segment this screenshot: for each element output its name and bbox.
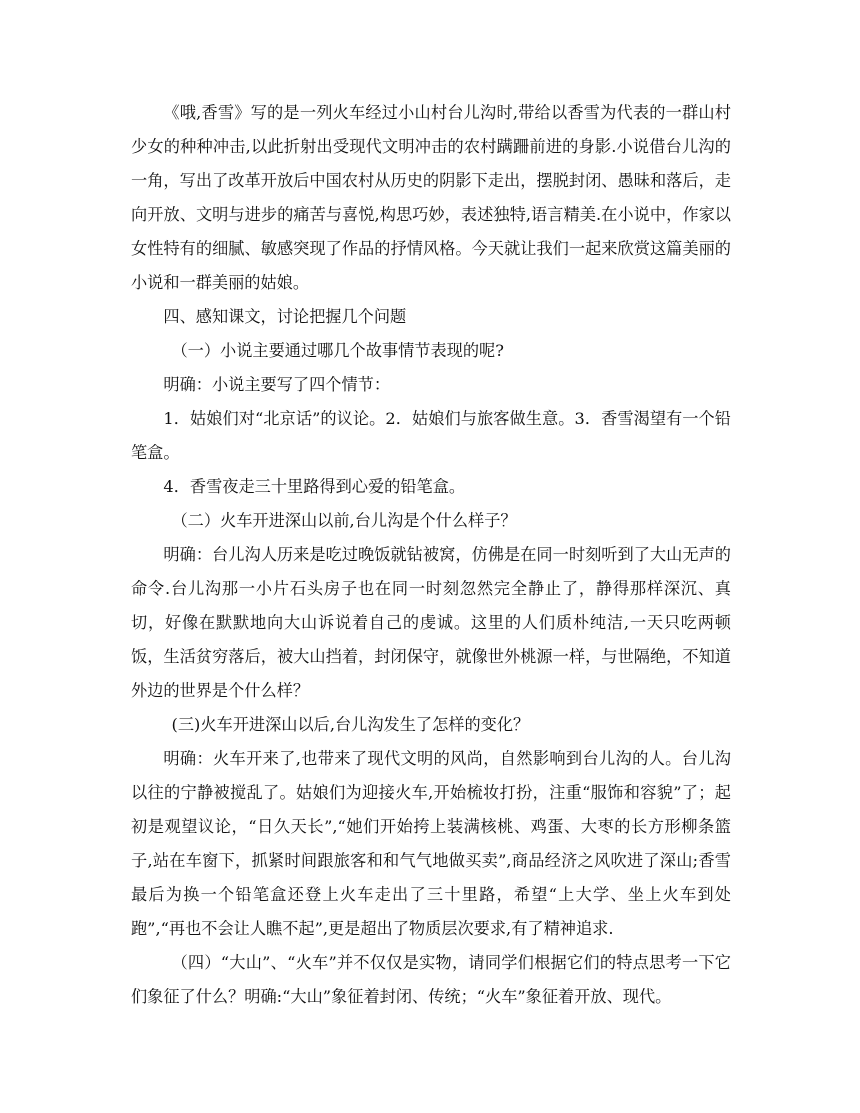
answer-2: 明确：台儿沟人历来是吃过晚饭就钻被窝，仿佛是在同一时刻听到了大山无声的命令.台儿沟那一小片石头房子也在同一时刻忽然完全静止了，静得那样深沉、真切，好像在默默地向大山诉说着自己的虔诚。这里的人们质朴纯洁,一天只吃两顿饭，生活贫穷落后，被大山挡着，封闭保守，就像世外桃源一样，与世隔绝，不知道外边的世界是个什么样？ xyxy=(131,545,731,700)
answer-3: 明确：火车开来了,也带来了现代文明的风尚，自然影响到台儿沟的人。台儿沟以往的宁静被搅乱了。姑娘们为迎接火车,开始梳妆打扮，注重“服饰和容貌”了；起初是观望议论，“日久天长”,“她们开始挎上装满核桃、鸡蛋、大枣的长方形柳条篮子,站在车窗下，抓紧时间跟旅客和和气气地做买卖”,商品经济之风吹进了深山;香雪最后为换一个铅笔盒还登上火车走出了三十里路，希望“上大学、坐上火车到处跑”,“再也不会让人瞧不起”,更是超出了物质层次要求,有了精神追求. xyxy=(131,749,731,938)
question-1: （一）小说主要通过哪几个故事情节表现的呢? xyxy=(171,341,504,360)
answer-1-item-4: 4．香雪夜走三十里路得到心爱的铅笔盒。 xyxy=(163,477,466,496)
question-3: (三)火车开进深山以后,台儿沟发生了怎样的变化？ xyxy=(171,715,530,734)
document-body xyxy=(131,96,731,1014)
section-heading: 四、感知课文，讨论把握几个问题 xyxy=(163,307,407,326)
answer-1-items: 1．姑娘们对“北京话”的议论。2．姑娘们与旅客做生意。3．香雪渴望有一个铅笔盒。 xyxy=(131,409,731,462)
answer-1-intro: 明确：小说主要写了四个情节： xyxy=(163,375,391,394)
question-4: （四）“大山”、“火车”并不仅仅是实物，请同学们根据它们的特点思考一下它们象征了什么？明确:“大山”象征着封闭、传统；“火车”象征着开放、现代。 xyxy=(131,953,731,1006)
intro-paragraph: 《哦,香雪》写的是一列火车经过小山村台儿沟时,带给以香雪为代表的一群山村少女的种种冲击,以此折射出受现代文明冲击的农村蹒跚前进的身影.小说借台儿沟的一角，写出了改革开放后中国农村从历史的阴影下走出，摆脱封闭、愚昧和落后，走向开放、文明与进步的痛苦与喜悦,构思巧妙，表述独特,语言精美.在小说中，作家以女性特有的细腻、敏感突现了作品的抒情风格。今天就让我们一起来欣赏这篇美丽的小说和一群美丽的姑娘。 xyxy=(131,103,731,292)
question-2: （二）火车开进深山以前,台儿沟是个什么样子？ xyxy=(171,511,517,530)
